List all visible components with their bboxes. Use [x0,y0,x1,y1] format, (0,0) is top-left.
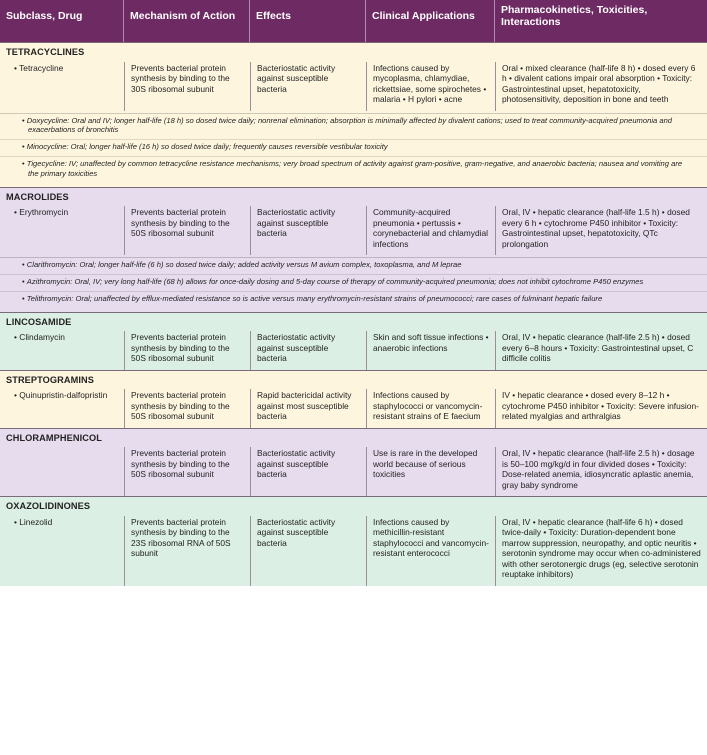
effects-cell: Bacteriostatic activity against susceptible bacteria [250,62,366,111]
effects-cell: Bacteriostatic activity against susceptible bacteria [250,206,366,255]
section-title: LINCOSAMIDE [6,316,72,327]
pk-cell: Oral, IV • hepatic clearance (half-life 1.5 h) • dosed every 6 h • cytochrome P450 inhibitor • Toxicity: Gastrointestinal upset, hepatotoxicity, QTc prolongation [495,206,707,255]
section-title: CHLORAMPHENICOL [6,432,102,443]
note-azithromycin: • Azithromycin: Oral, IV; very long half-life (68 h) allows for once-daily dosing and 5-day course of therapy of community-acquired pneumonia; does not inhibit cytochrome P450 enzymes [0,274,707,291]
mechanism-cell: Prevents bacterial protein synthesis by binding to the 50S ribosomal subunit [124,206,250,255]
section-streptogramins [0,370,707,428]
table-row [0,447,707,496]
header-subclass: Subclass, Drug [0,0,124,42]
mechanism-cell: Prevents bacterial protein synthesis by binding to the 30S ribosomal subunit [124,62,250,111]
section-title: OXAZOLIDINONES [6,501,91,512]
section-notes [0,255,707,312]
pk-cell: Oral, IV • hepatic clearance (half-life 2.5 h) • dosage is 50–100 mg/kg/d in four divided doses • Toxicity: Dose-related anemia, idiosyncratic aplastic anemia, gray baby syndrome [495,447,707,496]
table-row [0,389,707,428]
mechanism-cell: Prevents bacterial protein synthesis by binding to the 50S ribosomal subunit [124,447,250,496]
drug-name: • Erythromycin [0,206,124,255]
note-doxycycline: • Doxycycline: Oral and IV; longer half-life (18 h) so dosed twice daily; nonrenal elimination; absorption is minimally affected by divalent cations; used to treat community-acquired pneumonia and exacerbations of bronchitis [0,113,707,140]
pk-cell: Oral, IV • hepatic clearance (half-life 6 h) • dosed twice-daily • Toxicity: Duration-dependent bone marrow suppression, neuropathy, and optic neuritis • serotonin syndrome may occur when co-administered with other serotonergic drugs (eg, selective serotonin reuptake inhibitors) [495,516,707,586]
clinical-cell: Infections caused by mycoplasma, chlamydiae, rickettsiae, some spirochetes • malaria • H pylori • acne [366,62,495,111]
header-effects: Effects [250,0,366,42]
pk-cell: IV • hepatic clearance • dosed every 8–12 h • cytochrome P450 inhibitor • Toxicity: Severe infusion-related myalgias and arthralgias [495,389,707,428]
mechanism-cell: Prevents bacterial protein synthesis by binding to the 23S ribosomal RNA of 50S subunit [124,516,250,586]
table-row [0,331,707,370]
effects-cell: Rapid bactericidal activity against most susceptible bacteria [250,389,366,428]
section-oxazolidinones [0,496,707,586]
section-tetracyclines [0,42,707,187]
effects-cell: Bacteriostatic activity against susceptible bacteria [250,447,366,496]
note-clarithromycin: • Clarithromycin: Oral; longer half-life (6 h) so dosed twice daily; added activity versus M avium complex, toxoplasma, and M leprae [0,257,707,274]
note-telithromycin: • Telithromycin: Oral; unaffected by efflux-mediated resistance so is active versus many erythromycin-resistant strains of pneumococci; rare cases of fulminant hepatic failure [0,291,707,308]
drug-name: • Clindamycin [0,331,124,370]
clinical-cell: Use is rare in the developed world because of serious toxicities [366,447,495,496]
section-title: STREPTOGRAMINS [6,374,95,385]
section-title: MACROLIDES [6,191,69,202]
header-pharmacokinetics: Pharmacokinetics, Toxicities, Interactions [501,4,648,29]
effects-cell: Bacteriostatic activity against susceptible bacteria [250,516,366,586]
drug-name: • Linezolid [0,516,124,586]
clinical-cell: Community-acquired pneumonia • pertussis • corynebacterial and chlamydial infections [366,206,495,255]
section-notes [0,111,707,187]
section-macrolides [0,187,707,312]
pk-cell: Oral, IV • hepatic clearance (half-life 2.5 h) • dosed every 6–8 hours • Toxicity: Gastrointestinal upset, C difficile colitis [495,331,707,370]
table-row [0,206,707,255]
section-lincosamide [0,312,707,370]
mechanism-cell: Prevents bacterial protein synthesis by binding to the 50S ribosomal subunit [124,389,250,428]
header-clinical: Clinical Applications [366,0,495,42]
drug-name: • Tetracycline [0,62,124,111]
clinical-cell: Skin and soft tissue infections • anaerobic infections [366,331,495,370]
note-tigecycline: • Tigecycline: IV; unaffected by common tetracycline resistance mechanisms; very broad spectrum of activity against gram-positive, gram-negative, and anaerobic bacteria; nausea and vomiting are the primary toxicities [0,156,707,183]
section-chloramphenicol [0,428,707,497]
mechanism-cell: Prevents bacterial protein synthesis by binding to the 50S ribosomal subunit [124,331,250,370]
table-row [0,62,707,111]
table-header [0,0,707,42]
drug-name [0,447,124,496]
clinical-cell: Infections caused by methicillin-resistant staphylococci and vancomycin-resistant enterococci [366,516,495,586]
pk-cell: Oral • mixed clearance (half-life 8 h) • dosed every 6 h • divalent cations impair oral absorption • Toxicity: Gastrointestinal upset, hepatotoxicity, photosensitivity, deposition in bone and teeth [495,62,707,111]
header-mechanism: Mechanism of Action [124,0,250,42]
section-title: TETRACYCLINES [6,47,85,57]
table-row [0,516,707,586]
clinical-cell: Infections caused by staphylococci or vancomycin-resistant strains of E faecium [366,389,495,428]
note-minocycline: • Minocycline: Oral; longer half-life (16 h) so dosed twice daily; frequently causes reversible vestibular toxicity [0,139,707,156]
effects-cell: Bacteriostatic activity against susceptible bacteria [250,331,366,370]
drug-name: • Quinupristin-dalfopristin [0,389,124,428]
